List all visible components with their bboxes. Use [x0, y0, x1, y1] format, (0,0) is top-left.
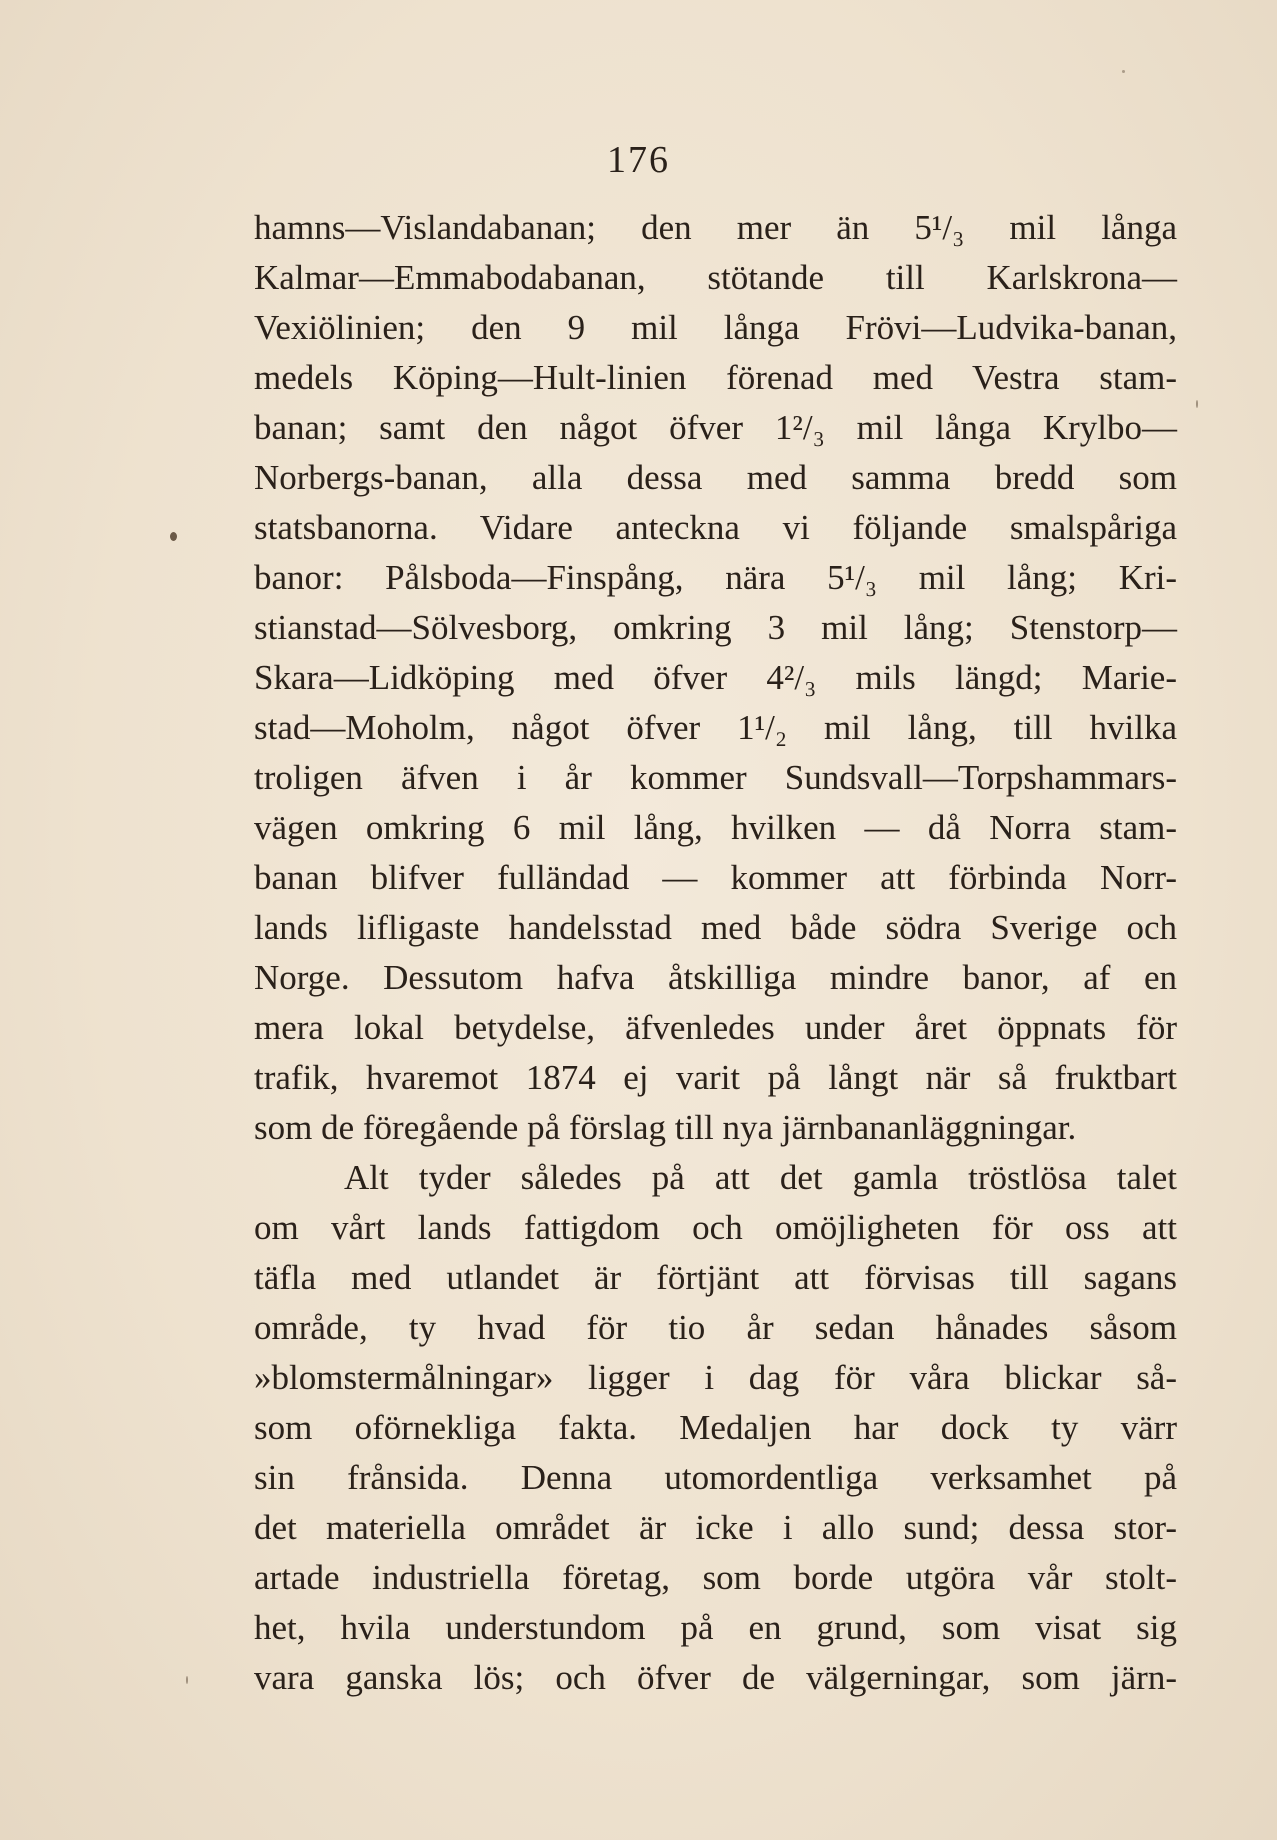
text-line: trafik, hvaremot 1874 ej varit på långt när så fruktbart [254, 1058, 1177, 1097]
text-line: Skara—Lidköping med öfver 4²/₃ mils längd; Marie- [254, 658, 1177, 697]
page-number: 176 [607, 139, 670, 181]
text-line: stad—Moholm, något öfver 1¹/₂ mil lång, till hvilka [254, 708, 1177, 747]
text-line: sin frånsida. Denna utomordentliga verksamhet på [254, 1458, 1177, 1497]
body-text [254, 203, 1177, 1703]
paper-speck [186, 1676, 188, 1684]
text-line: Vexiölinien; den 9 mil långa Frövi—Ludvika-banan, [254, 308, 1177, 347]
paper-speck [1196, 400, 1198, 408]
text-line: banor: Pålsboda—Finspång, nära 5¹/₃ mil lång; Kri- [254, 558, 1177, 597]
text-line: statsbanorna. Vidare anteckna vi följande smalspåriga [254, 508, 1177, 547]
text-line: täfla med utlandet är förtjänt att förvisas till sagans [254, 1258, 1177, 1297]
text-line: het, hvila understundom på en grund, som visat sig [254, 1608, 1177, 1647]
text-line: stianstad—Sölvesborg, omkring 3 mil lång; Stenstorp— [254, 608, 1177, 647]
text-line: banan; samt den något öfver 1²/₃ mil långa Krylbo— [254, 408, 1177, 447]
text-line: lands lifligaste handelsstad med både södra Sverige och [254, 908, 1177, 947]
text-line: Kalmar—Emmabodabanan, stötande till Karlskrona— [254, 258, 1177, 297]
text-line: om vårt lands fattigdom och omöjligheten för oss att [254, 1208, 1177, 1247]
text-line: medels Köping—Hult-linien förenad med Vestra stam- [254, 358, 1177, 397]
text-line: hamns—Vislandabanan; den mer än 5¹/₃ mil långa [254, 208, 1177, 247]
text-line: vägen omkring 6 mil lång, hvilken — då Norra stam- [254, 808, 1177, 847]
text-line: område, ty hvad för tio år sedan hånades såsom [254, 1308, 1177, 1347]
text-line: artade industriella företag, som borde utgöra vår stolt- [254, 1558, 1177, 1597]
text-line: Norbergs-banan, alla dessa med samma bredd som [254, 458, 1177, 497]
text-line: »blomstermålningar» ligger i dag för våra blickar så- [254, 1358, 1177, 1397]
paper-speck [1122, 70, 1125, 73]
text-line: Norge. Dessutom hafva åtskilliga mindre banor, af en [254, 958, 1177, 997]
text-line: som oförnekliga fakta. Medaljen har dock ty värr [254, 1408, 1177, 1447]
text-line: mera lokal betydelse, äfvenledes under året öppnats för [254, 1008, 1177, 1047]
text-line: troligen äfven i år kommer Sundsvall—Torpshammars- [254, 758, 1177, 797]
text-line: vara ganska lös; och öfver de välgerningar, som järn- [254, 1658, 1177, 1697]
paper-speck [170, 532, 177, 541]
text-line: banan blifver fulländad — kommer att förbinda Norr- [254, 858, 1177, 897]
text-line: det materiella området är icke i allo sund; dessa stor- [254, 1508, 1177, 1547]
text-line: Alt tyder således på att det gamla tröstlösa talet [344, 1158, 1177, 1197]
text-line: som de föregående på förslag till nya järnbananläggningar. [254, 1108, 1077, 1147]
